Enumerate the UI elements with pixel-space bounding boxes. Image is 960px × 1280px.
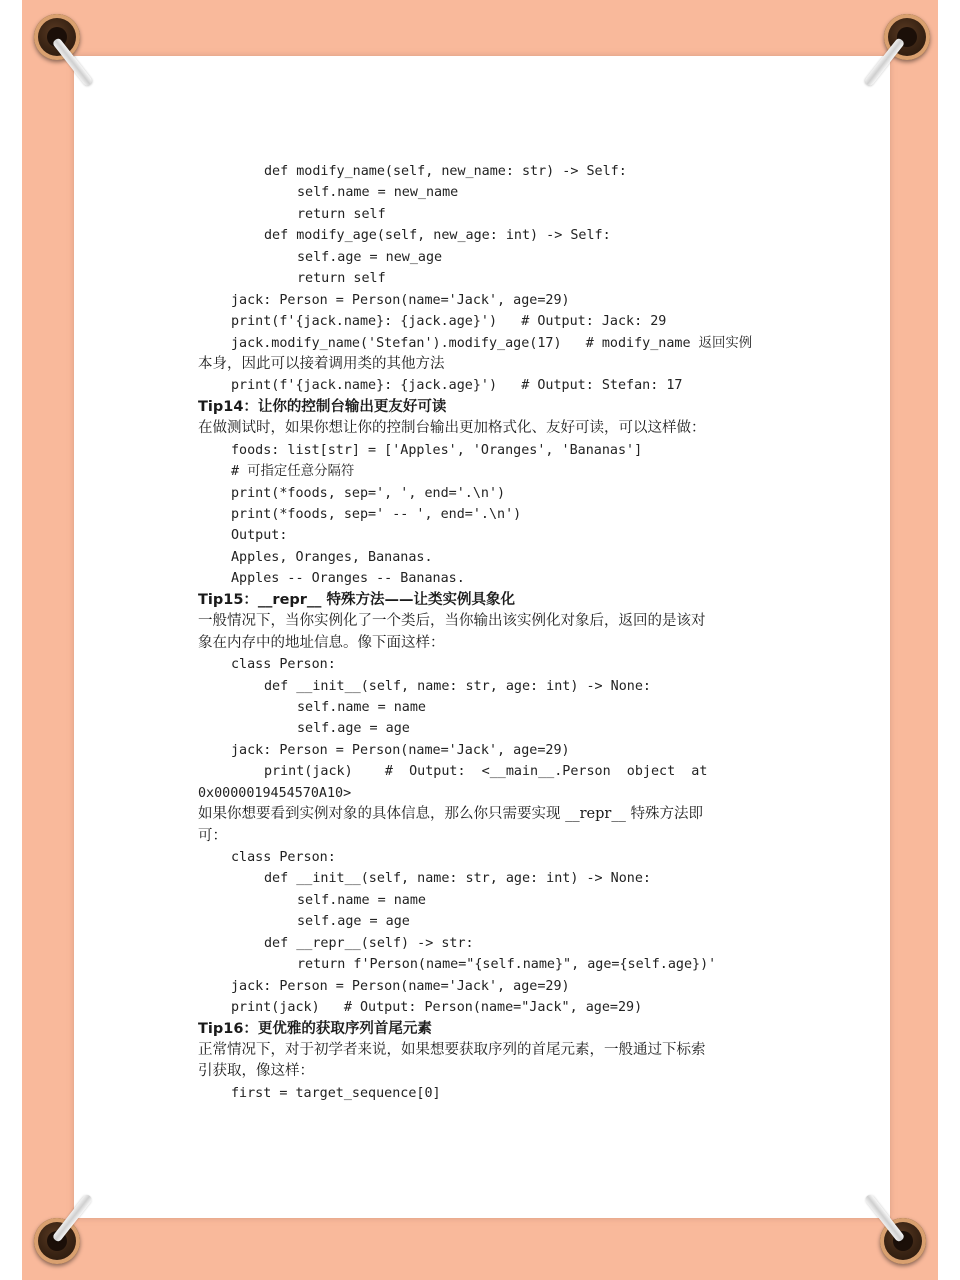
code-line: print(f'{jack.name}: {jack.age}') # Output: Stefan: 17 <box>231 378 683 394</box>
section-heading: Tip16：更优雅的获取序列首尾元素 <box>198 1020 432 1037</box>
code-line: def __init__(self, name: str, age: int) -> None: <box>264 871 651 887</box>
code-line: class Person: <box>231 850 336 865</box>
section-heading: Tip15：__repr__ 特殊方法——让类实例具象化 <box>198 591 515 608</box>
code-line: print(jack) # Output: <__main__.Person object at <box>264 764 708 780</box>
code-line: self.age = new_age <box>297 249 443 265</box>
text-line: 可： <box>198 827 227 844</box>
code-line: foods: list[str] = ['Apples', 'Oranges', 'Bananas'] <box>231 442 643 458</box>
text-line: 如果你想要看到实例对象的具体信息，那么你只需要实现 __repr__ 特殊方法即 <box>198 806 703 823</box>
code-line: print(*foods, sep=', ', end='.\n') <box>231 485 506 501</box>
text-line: 象在内存中的地址信息。像下面这样： <box>198 634 445 651</box>
code-line: return self <box>297 206 386 222</box>
code-line: class Person: <box>231 657 336 673</box>
code-line: def modify_age(self, new_age: int) -> Self: <box>264 228 611 244</box>
code-line: self.name = new_name <box>297 185 459 201</box>
document-body <box>198 161 770 1104</box>
code-line: Apples -- Oranges -- Bananas. <box>231 571 465 587</box>
code-line: print(f'{jack.name}: {jack.age}') # Output: Jack: 29 <box>231 314 667 330</box>
code-line: jack: Person = Person(name='Jack', age=29) <box>231 292 570 308</box>
code-line: jack: Person = Person(name='Jack', age=29) <box>231 742 570 758</box>
code-line: 0x0000019454570A10> <box>198 785 352 801</box>
text-line: 在做测试时，如果你想让你的控制台输出更加格式化、友好可读，可以这样做： <box>198 420 706 437</box>
code-line: jack: Person = Person(name='Jack', age=29) <box>231 978 570 994</box>
code-line: def __repr__(self) -> str: <box>264 935 474 951</box>
code-line: def __init__(self, name: str, age: int) -> None: <box>264 678 651 694</box>
code-line: self.age = age <box>297 914 410 930</box>
code-line: self.age = age <box>297 721 410 737</box>
text-line: 引获取，像这样： <box>198 1063 314 1080</box>
code-line: # 可指定任意分隔符 <box>231 464 355 480</box>
code-line: return f'Person(name="{self.name}", age={self.age})' <box>297 957 717 973</box>
code-line: self.name = name <box>297 699 426 715</box>
code-line: first = target_sequence[0] <box>231 1085 441 1101</box>
code-line: def modify_name(self, new_name: str) -> Self: <box>264 164 627 179</box>
code-line: self.name = name <box>297 892 426 908</box>
corner-pin-icon <box>34 14 80 60</box>
code-line: return self <box>297 271 386 287</box>
code-line: Apples, Oranges, Bananas. <box>231 549 433 565</box>
section-heading: Tip14：让你的控制台输出更友好可读 <box>198 398 447 415</box>
code-line: print(jack) # Output: Person(name="Jack", age=29) <box>231 1000 643 1016</box>
code-line: Output: <box>231 528 288 544</box>
code-line: jack.modify_name('Stefan').modify_age(17) # modify_name 返回实例 <box>231 335 753 351</box>
text-line: 一般情况下，当你实例化了一个类后，当你输出该实例化对象后，返回的是该对 <box>198 613 706 630</box>
text-line: 正常情况下，对于初学者来说，如果想要获取序列的首尾元素，一般通过下标索 <box>198 1041 706 1058</box>
text-line: 本身，因此可以接着调用类的其他方法 <box>198 355 445 372</box>
code-line: print(*foods, sep=' -- ', end='.\n') <box>231 507 522 522</box>
